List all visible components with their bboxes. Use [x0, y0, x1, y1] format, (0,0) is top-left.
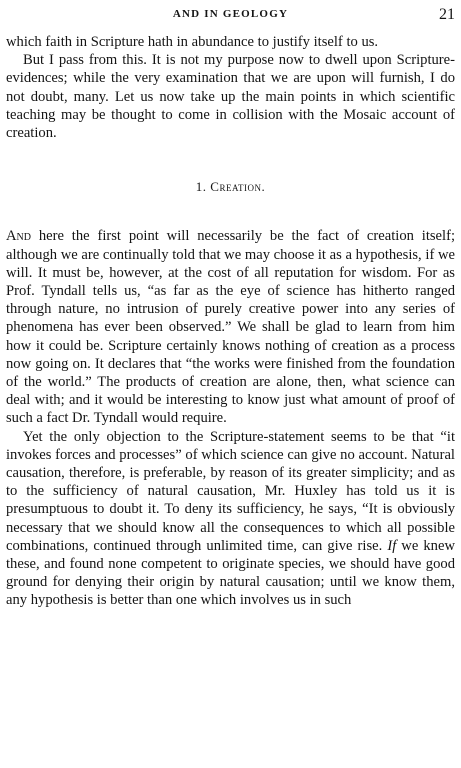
- italic-if: If: [387, 537, 397, 554]
- section-title: Creation.: [210, 179, 266, 195]
- paragraph-pass-from-this: But I pass from this. It is not my purpose now to dwell upon Scripture-evidences; while the very examination that we are upon will furnish, I do not doubt, many. Let us now take up the main points in which scientific teaching may be thought to come in collision with the Mosaic account of creation.: [6, 52, 455, 142]
- paragraph-creation-fact: [6, 227, 455, 427]
- section-number: 1.: [195, 179, 207, 195]
- paragraph-objection-text-end: we knew these, and found none competent to originate species, we should have good ground for denying their origin by natural causation; until we know them, any hypothesis is better than one which involves us in such: [6, 537, 455, 609]
- running-title: AND IN GEOLOGY: [172, 8, 289, 20]
- paragraph-objection: [6, 428, 455, 610]
- paragraph-creation-text: here the first point will necessarily be the fact of creation itself; although we are continually told that we may choose it as a hypothesis, if we will. It must be, however, at the cost of all reputation for wisdom. For as Prof. Tyndall tells us, “as far as the eye of science has hitherto ranged through nature, no intrusion of purely creative power into any series of phenomena has ever been observed.” We shall be glad to learn from him how it could be. Scripture certainly knows nothing of creation as a process now going on. It declares that “the works were finished from the foundation of the world.” The products of creation are alone, then, what science can deal with; and it would be interesting to know just what amount of proof of such a fact Dr. Tyndall would require.: [6, 228, 455, 427]
- paragraph-objection-text: Yet the only objection to the Scripture-statement seems to be that “it invokes forces and processes” of which science can give no account. Natural causation, therefore, is preferable, by reason of its greater simplicity; and as to the sufficiency of natural causation, Mr. Huxley has told us it is presumptuous to doubt it. To deny its sufficiency, he says, “It is obviously necessary that we should know all the consequences to which all possible combinations, continued through unlimited time, can give rise.: [6, 428, 455, 554]
- body-text: [6, 33, 455, 610]
- paragraph-lead-word: And: [6, 228, 31, 245]
- paragraph-continuation: which faith in Scripture hath in abundance to justify itself to us.: [6, 34, 379, 50]
- page-number: 21: [439, 6, 455, 23]
- section-spacer: [6, 142, 455, 178]
- running-header: [6, 6, 455, 26]
- section-heading: [6, 178, 455, 196]
